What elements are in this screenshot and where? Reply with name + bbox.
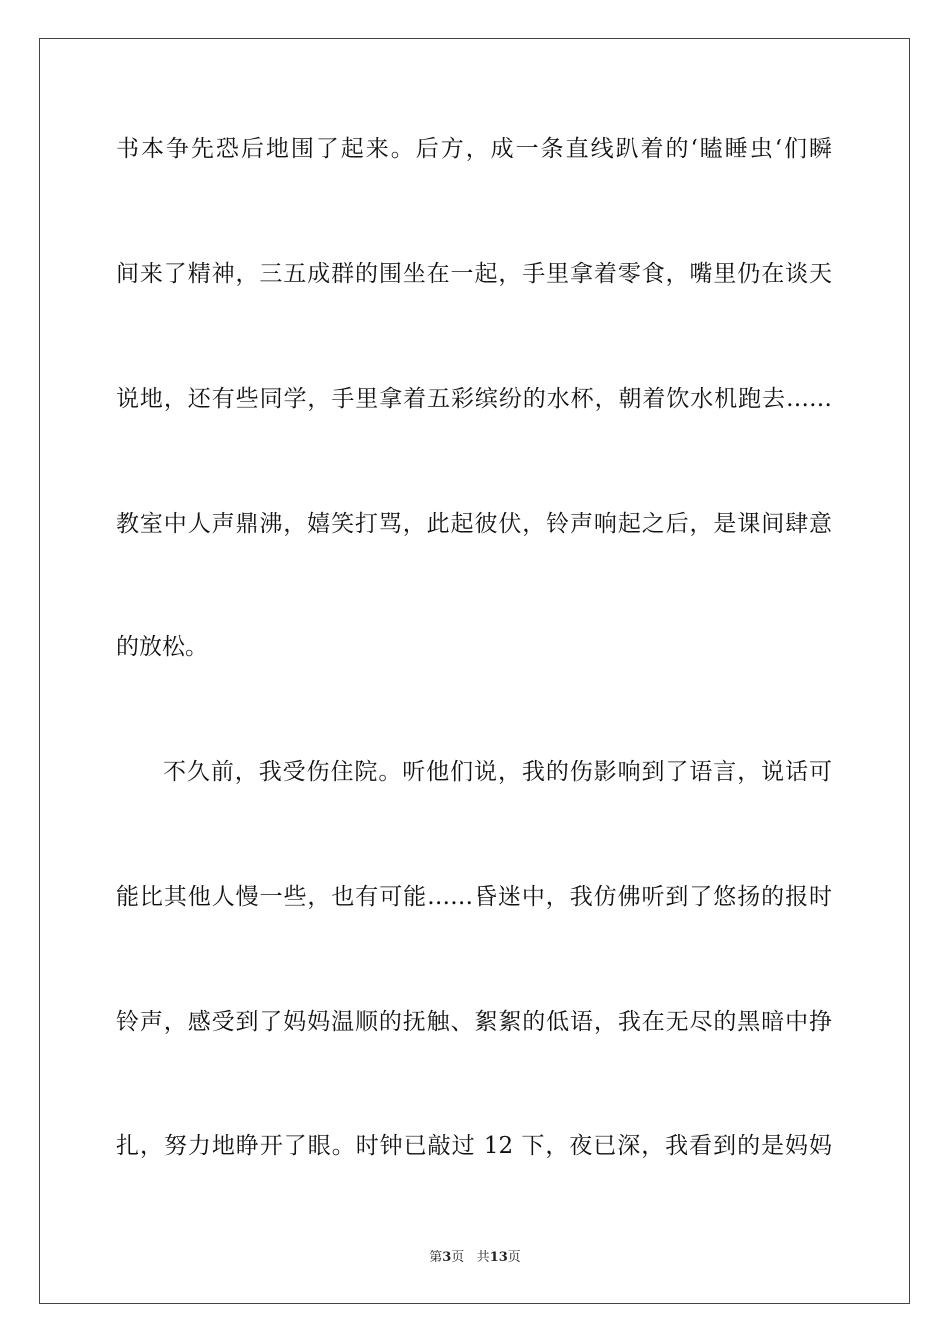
page-prefix: 第 bbox=[429, 1250, 443, 1265]
text-line-2: 间来了精神，三五成群的围坐在一起，手里拿着零食，嘴里仍在谈天 bbox=[116, 261, 832, 287]
text-line-6: 不久前，我受伤住院。听他们说，我的伤影响到了语言，说话可 bbox=[163, 759, 832, 785]
total-prefix: 共 bbox=[476, 1250, 490, 1265]
page-suffix: 页 bbox=[451, 1250, 465, 1265]
text-line-9: 扎，努力地睁开了眼。时钟已敲过 12 下，夜已深，我看到的是妈妈 bbox=[116, 1133, 832, 1159]
total-suffix: 页 bbox=[507, 1250, 521, 1265]
text-line-4: 教室中人声鼎沸，嬉笑打骂，此起彼伏，铃声响起之后，是课间肆意 bbox=[116, 511, 832, 537]
text-line-8: 铃声，感受到了妈妈温顺的抚触、絮絮的低语，我在无尽的黑暗中挣 bbox=[116, 1009, 832, 1035]
text-line-3: 说地，还有些同学，手里拿着五彩缤纷的水杯，朝着饮水机跑去…… bbox=[116, 386, 832, 412]
text-line-1: 书本争先恐后地围了起来。后方，成一条直线趴着的‘瞌睡虫‘们瞬 bbox=[116, 136, 832, 162]
page-number: 3 bbox=[442, 1250, 452, 1265]
text-line-7: 能比其他人慢一些，也有可能……昏迷中，我仿佛听到了悠扬的报时 bbox=[116, 884, 832, 910]
total-pages: 13 bbox=[489, 1250, 508, 1265]
page-border bbox=[39, 38, 910, 1304]
page-footer bbox=[0, 1249, 950, 1267]
text-line-5: 的放松。 bbox=[116, 634, 208, 660]
